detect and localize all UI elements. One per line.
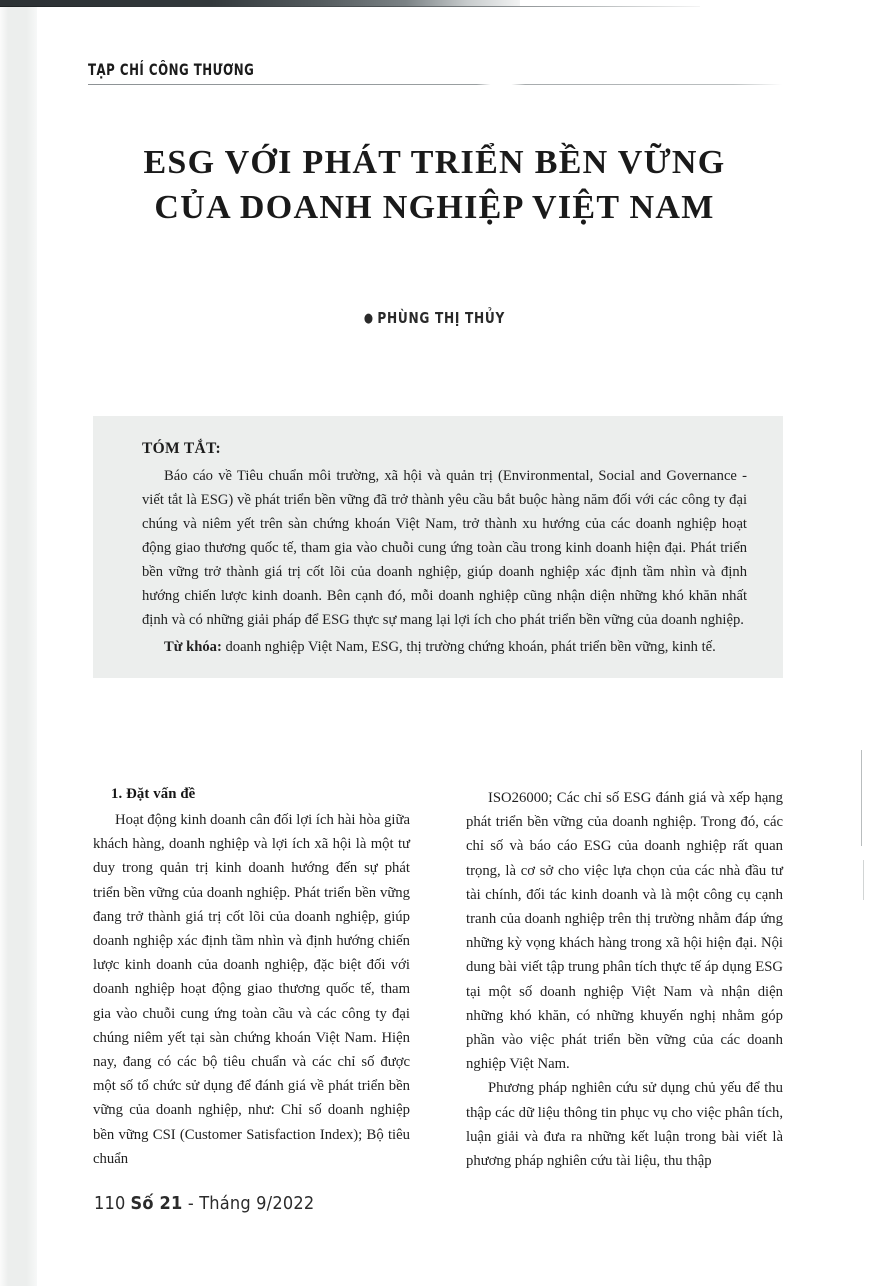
author-name: PHÙNG THỊ THỦY [377, 309, 506, 327]
page-footer [94, 1193, 314, 1214]
journal-name: TẠP CHÍ CÔNG THƯƠNG [88, 60, 255, 79]
left-column-paragraph: Hoạt động kinh doanh cân đối lợi ích hài hòa giữa khách hàng, doanh nghiệp và lợi ích xã hội là một tư duy trong quản trị kinh doanh hướng đến sự phát triển bền vững của doanh nghiệp. Phát triển bền vững đang trở thành giá trị cốt lõi của doanh nghiệp, giúp doanh nghiệp xác định tầm nhìn và định hướng chiến lược kinh doanh của doanh nghiệp, đặc biệt đối với doanh nghiệp hoạt động giao thương quốc tế, tham gia vào chuỗi cung ứng toàn cầu và các công ty đại chúng niêm yết tại sàn chứng khoán Việt Nam. Hiện nay, đang có các bộ tiêu chuẩn và các chỉ số được một số tổ chức sử dụng để đánh giá về phát triển bền vững của doanh nghiệp, như: Chỉ số doanh nghiệp bền vững CSI (Customer Satisfaction Index); Bộ tiêu chuẩn [93, 812, 410, 1167]
right-column-paragraph-1: ISO26000; Các chỉ số ESG đánh giá và xếp hạng phát triển bền vững của doanh nghiệp. Trong đó, các chỉ số và báo cáo ESG của doanh nghiệp rất quan trọng, là cơ sở cho việc lựa chọn của các nhà đầu tư tài chính, đối tác kinh doanh và là một công cụ cạnh tranh của doanh nghiệp trên thị trường nhằm đáp ứng những kỳ vọng khách hàng trong xã hội hiện đại. Nội dung bài viết tập trung phân tích thực tế áp dụng ESG tại một số doanh nghiệp Việt Nam và nhận diện những khó khăn, có những khuyến nghị nhằm góp phần vào việc phát triển bền vững của các doanh nghiệp Việt Nam. [466, 790, 783, 1073]
author-byline [0, 309, 869, 328]
footer-page-number: 110 [94, 1193, 126, 1214]
footer-date: - Tháng 9/2022 [187, 1193, 315, 1214]
abstract-panel [93, 416, 783, 678]
section-heading-1: 1. Đặt vấn đề [111, 786, 196, 802]
footer-issue: Số 21 [130, 1193, 183, 1214]
body-columns [93, 786, 783, 1176]
author-name-wrapper [364, 309, 505, 327]
right-column-paragraph-2: Phương pháp nghiên cứu sử dụng chủ yếu để thu thập các dữ liệu thông tin phục vụ cho việc phân tích, luận giải và đưa ra những kết luận trong bài viết là phương pháp nghiên cứu tài liệu, thu thập [466, 1080, 783, 1170]
scan-artifact-top-hairline [0, 6, 700, 7]
abstract-heading: TÓM TẮT: [142, 440, 221, 457]
scan-artifact-right-hairline [861, 750, 862, 846]
article-title [0, 140, 869, 230]
scan-artifact-right-hairline-secondary [863, 860, 864, 900]
article-title-line-1: ESG VỚI PHÁT TRIỂN BỀN VỮNG [143, 144, 726, 181]
right-column [466, 786, 783, 1176]
keywords-value: doanh nghiệp Việt Nam, ESG, thị trường chứng khoán, phát triển bền vững, kinh tế. [221, 639, 716, 655]
left-column [93, 786, 410, 1176]
abstract-body: Báo cáo về Tiêu chuẩn môi trường, xã hội và quản trị (Environmental, Social and Governance - viết tắt là ESG) về phát triển bền vững đã trở thành yêu cầu bắt buộc hàng năm đối với các công ty đại chúng và niêm yết trên sàn chứng khoán Việt Nam, trở thành xu hướng của các doanh nghiệp hoạt động giao thương quốc tế, tham gia vào chuỗi cung ứng toàn cầu trong kinh doanh hiện đại. Phát triển bền vững trở thành giá trị cốt lõi của doanh nghiệp, giúp doanh nghiệp xác định tầm nhìn và định hướng chiến lược kinh doanh. Bên cạnh đó, mỗi doanh nghiệp cũng nhận diện những khó khăn nhất định và có những giải pháp để ESG thực sự mang lại lợi ích cho phát triển bền vững của doanh nghiệp. [142, 468, 747, 628]
article-title-line-2: CỦA DOANH NGHIỆP VIỆT NAM [154, 189, 715, 226]
bullet-icon: ● [363, 311, 374, 326]
running-head [88, 60, 788, 85]
keywords-label: Từ khóa: [164, 639, 222, 655]
abstract-keywords [142, 635, 747, 659]
running-head-rule [88, 84, 782, 85]
